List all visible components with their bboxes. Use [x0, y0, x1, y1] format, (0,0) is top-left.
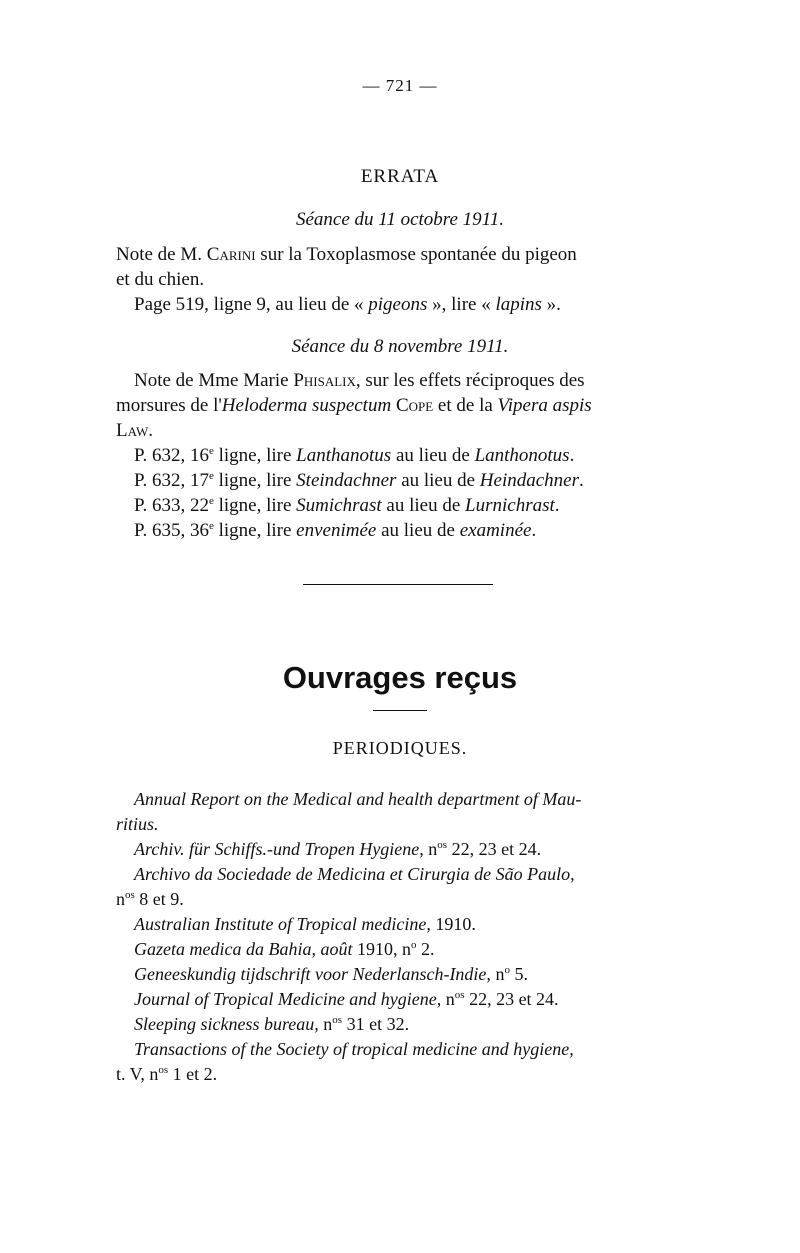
errata-correction-line: P. 635, 36e ligne, lire envenimée au lieu de examinée.	[134, 520, 537, 541]
errata-note-line: Note de Mme Marie Phisalix, sur les effets réciproques des	[134, 370, 585, 391]
section-divider	[303, 584, 493, 585]
session-title: Séance du 11 octobre 1911.	[295, 209, 505, 230]
periodical-entry: Australian Institute of Tropical medicine, 1910.	[134, 914, 476, 934]
periodical-entry: Gazeta medica da Bahia, août 1910, $n^o$ 2.	[134, 939, 435, 959]
errata-correction-line: P. 632, 17e ligne, lire Steindachner au lieu de Heindachner.	[134, 470, 584, 491]
periodical-entry: $n^{os}$ 8 et 9.	[116, 889, 184, 909]
errata-correction-line: P. 633, 22e ligne, lire Sumichrast au lieu de Lurnichrast.	[134, 495, 560, 516]
periodical-entry: t. V, $n^{os}$ 1 et 2.	[116, 1064, 218, 1084]
author-name: Phisalix	[293, 370, 356, 391]
errata-heading: ERRATA	[360, 166, 440, 187]
page-number: — 721 —	[362, 76, 438, 95]
periodical-entry: ritius.	[116, 814, 159, 834]
periodical-entry: Geneeskundig tijdschrift voor Nederlansch-Indie, $n^o$ 5.	[134, 964, 528, 984]
title-underline	[373, 710, 427, 711]
periodical-entry: Sleeping sickness bureau, $n^{os}$ 31 et 32.	[134, 1014, 410, 1034]
errata-note-line: Law.	[116, 420, 153, 441]
errata-note-line: et du chien.	[116, 269, 205, 290]
periodical-entry: Transactions of the Society of tropical medicine and hygiene,	[134, 1039, 574, 1059]
section-title: Ouvrages reçus	[282, 660, 518, 695]
session-title: Séance du 8 novembre 1911.	[291, 336, 509, 357]
periodical-entry: Archivo da Sociedade de Medicina et Cirurgia de São Paulo,	[134, 864, 575, 884]
errata-correction-line: Page 519, ligne 9, au lieu de « pigeons », lire « lapins ».	[134, 294, 561, 315]
periodical-entry: Annual Report on the Medical and health department of Mau-	[134, 789, 582, 809]
periodical-entry: Journal of Tropical Medicine and hygiene, $n^{os}$ 22, 23 et 24.	[134, 989, 559, 1009]
errata-correction-line: P. 632, 16e ligne, lire Lanthanotus au lieu de Lanthonotus.	[134, 445, 575, 466]
periodical-entry: Archiv. für Schiffs.-und Tropen Hygiene, $n^{os}$ 22, 23 et 24.	[134, 839, 542, 859]
errata-note-line: morsures de l'Heloderma suspectum Cope et de la Vipera aspis	[116, 395, 592, 416]
subsection-heading: PERIODIQUES.	[332, 738, 468, 758]
author-name: Carini	[206, 244, 256, 265]
errata-note-line: Note de M. Carini sur la Toxoplasmose spontanée du pigeon	[116, 244, 577, 265]
